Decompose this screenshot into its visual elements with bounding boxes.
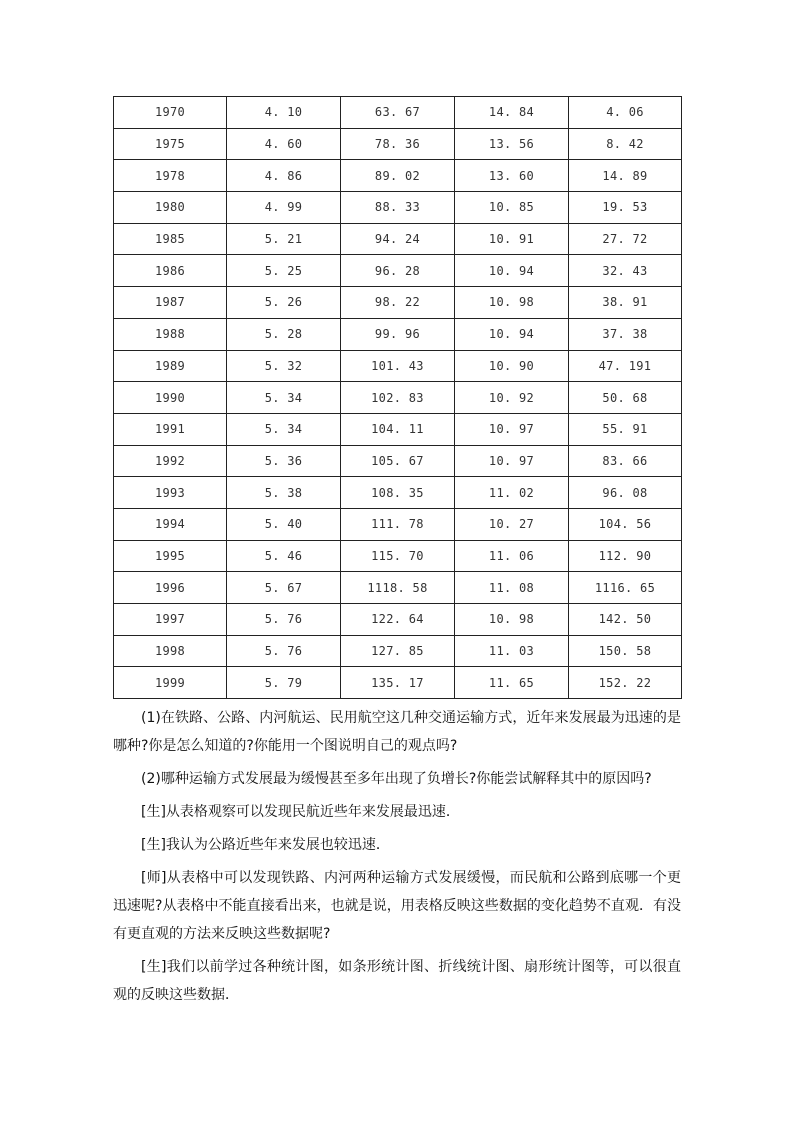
civil-aviation-cell: 38. 91 — [569, 287, 682, 319]
table-row — [114, 160, 682, 192]
civil-aviation-cell: 152. 22 — [569, 667, 682, 699]
question-2: (2)哪种运输方式发展最为缓慢甚至多年出现了负增长?你能尝试解释其中的原因吗? — [141, 771, 652, 787]
highway-cell: 98. 22 — [341, 287, 455, 319]
year-cell: 1978 — [114, 160, 227, 192]
civil-aviation-cell: 37. 38 — [569, 318, 682, 350]
question-1: (1)在铁路、公路、内河航运、民用航空这几种交通运输方式，近年来发展最为迅速的是哪种?你是怎么知道的?你能用一个图说明自己的观点吗? — [113, 710, 681, 754]
year-cell: 1980 — [114, 192, 227, 224]
railway-cell: 5. 67 — [227, 572, 341, 604]
table-row — [114, 572, 682, 604]
railway-cell: 5. 34 — [227, 382, 341, 414]
inland-waterway-cell: 10. 91 — [455, 223, 569, 255]
inland-waterway-cell: 10. 92 — [455, 382, 569, 414]
railway-cell: 4. 10 — [227, 97, 341, 129]
table-row — [114, 287, 682, 319]
civil-aviation-cell: 1116. 65 — [569, 572, 682, 604]
railway-cell: 4. 86 — [227, 160, 341, 192]
railway-cell: 5. 79 — [227, 667, 341, 699]
table-row — [114, 540, 682, 572]
civil-aviation-cell: 27. 72 — [569, 223, 682, 255]
table-row — [114, 445, 682, 477]
table-row — [114, 192, 682, 224]
table-row — [114, 318, 682, 350]
year-cell: 1999 — [114, 667, 227, 699]
inland-waterway-cell: 10. 97 — [455, 445, 569, 477]
civil-aviation-cell: 55. 91 — [569, 413, 682, 445]
civil-aviation-cell: 14. 89 — [569, 160, 682, 192]
railway-cell: 5. 25 — [227, 255, 341, 287]
teacher-remark: [师]从表格中可以发现铁路、内河两种运输方式发展缓慢，而民航和公路到底哪一个更迅速呢?从表格中不能直接看出来，也就是说，用表格反映这些数据的变化趋势不直观．有没有更直观的方法来反映这些数据呢? — [113, 870, 681, 942]
highway-cell: 135. 17 — [341, 667, 455, 699]
highway-cell: 122. 64 — [341, 604, 455, 636]
year-cell: 1995 — [114, 540, 227, 572]
inland-waterway-cell: 10. 94 — [455, 318, 569, 350]
civil-aviation-cell: 96. 08 — [569, 477, 682, 509]
table-row — [114, 667, 682, 699]
civil-aviation-cell: 104. 56 — [569, 508, 682, 540]
railway-cell: 4. 99 — [227, 192, 341, 224]
table-row — [114, 382, 682, 414]
civil-aviation-cell: 83. 66 — [569, 445, 682, 477]
table-row — [114, 413, 682, 445]
year-cell: 1997 — [114, 604, 227, 636]
transport-data-table — [113, 96, 682, 699]
highway-cell: 1118. 58 — [341, 572, 455, 604]
railway-cell: 5. 46 — [227, 540, 341, 572]
year-cell: 1975 — [114, 128, 227, 160]
highway-cell: 108. 35 — [341, 477, 455, 509]
table-row — [114, 635, 682, 667]
inland-waterway-cell: 10. 27 — [455, 508, 569, 540]
highway-cell: 96. 28 — [341, 255, 455, 287]
civil-aviation-cell: 8. 42 — [569, 128, 682, 160]
highway-cell: 105. 67 — [341, 445, 455, 477]
civil-aviation-cell: 47. 191 — [569, 350, 682, 382]
year-cell: 1988 — [114, 318, 227, 350]
inland-waterway-cell: 10. 94 — [455, 255, 569, 287]
highway-cell: 115. 70 — [341, 540, 455, 572]
railway-cell: 5. 76 — [227, 604, 341, 636]
table-row — [114, 508, 682, 540]
highway-cell: 101. 43 — [341, 350, 455, 382]
civil-aviation-cell: 142. 50 — [569, 604, 682, 636]
highway-cell: 111. 78 — [341, 508, 455, 540]
highway-cell: 89. 02 — [341, 160, 455, 192]
year-cell: 1993 — [114, 477, 227, 509]
civil-aviation-cell: 19. 53 — [569, 192, 682, 224]
table-row — [114, 255, 682, 287]
table-body — [114, 97, 682, 699]
railway-cell: 5. 21 — [227, 223, 341, 255]
student-answer-3: [生]我们以前学过各种统计图，如条形统计图、折线统计图、扇形统计图等，可以很直观的反映这些数据． — [113, 959, 681, 1003]
inland-waterway-cell: 10. 85 — [455, 192, 569, 224]
table-row — [114, 223, 682, 255]
inland-waterway-cell: 13. 60 — [455, 160, 569, 192]
discussion-text — [113, 704, 681, 1014]
highway-cell: 88. 33 — [341, 192, 455, 224]
railway-cell: 4. 60 — [227, 128, 341, 160]
highway-cell: 102. 83 — [341, 382, 455, 414]
highway-cell: 99. 96 — [341, 318, 455, 350]
table-row — [114, 477, 682, 509]
year-cell: 1986 — [114, 255, 227, 287]
inland-waterway-cell: 11. 03 — [455, 635, 569, 667]
railway-cell: 5. 38 — [227, 477, 341, 509]
railway-cell: 5. 26 — [227, 287, 341, 319]
student-answer-2: [生]我认为公路近些年来发展也较迅速． — [141, 837, 390, 853]
year-cell: 1989 — [114, 350, 227, 382]
year-cell: 1994 — [114, 508, 227, 540]
railway-cell: 5. 34 — [227, 413, 341, 445]
table-row — [114, 128, 682, 160]
highway-cell: 78. 36 — [341, 128, 455, 160]
table-row — [114, 350, 682, 382]
inland-waterway-cell: 11. 65 — [455, 667, 569, 699]
railway-cell: 5. 36 — [227, 445, 341, 477]
inland-waterway-cell: 11. 02 — [455, 477, 569, 509]
student-answer-1: [生]从表格观察可以发现民航近些年来发展最迅速． — [141, 804, 460, 820]
inland-waterway-cell: 13. 56 — [455, 128, 569, 160]
year-cell: 1990 — [114, 382, 227, 414]
inland-waterway-cell: 10. 98 — [455, 287, 569, 319]
civil-aviation-cell: 32. 43 — [569, 255, 682, 287]
inland-waterway-cell: 10. 90 — [455, 350, 569, 382]
railway-cell: 5. 40 — [227, 508, 341, 540]
year-cell: 1996 — [114, 572, 227, 604]
highway-cell: 104. 11 — [341, 413, 455, 445]
civil-aviation-cell: 112. 90 — [569, 540, 682, 572]
railway-cell: 5. 76 — [227, 635, 341, 667]
year-cell: 1987 — [114, 287, 227, 319]
civil-aviation-cell: 4. 06 — [569, 97, 682, 129]
highway-cell: 127. 85 — [341, 635, 455, 667]
inland-waterway-cell: 10. 97 — [455, 413, 569, 445]
table-row — [114, 97, 682, 129]
inland-waterway-cell: 10. 98 — [455, 604, 569, 636]
highway-cell: 94. 24 — [341, 223, 455, 255]
year-cell: 1992 — [114, 445, 227, 477]
railway-cell: 5. 28 — [227, 318, 341, 350]
highway-cell: 63. 67 — [341, 97, 455, 129]
civil-aviation-cell: 50. 68 — [569, 382, 682, 414]
table-row — [114, 604, 682, 636]
inland-waterway-cell: 14. 84 — [455, 97, 569, 129]
inland-waterway-cell: 11. 06 — [455, 540, 569, 572]
inland-waterway-cell: 11. 08 — [455, 572, 569, 604]
year-cell: 1998 — [114, 635, 227, 667]
civil-aviation-cell: 150. 58 — [569, 635, 682, 667]
year-cell: 1970 — [114, 97, 227, 129]
year-cell: 1991 — [114, 413, 227, 445]
year-cell: 1985 — [114, 223, 227, 255]
railway-cell: 5. 32 — [227, 350, 341, 382]
